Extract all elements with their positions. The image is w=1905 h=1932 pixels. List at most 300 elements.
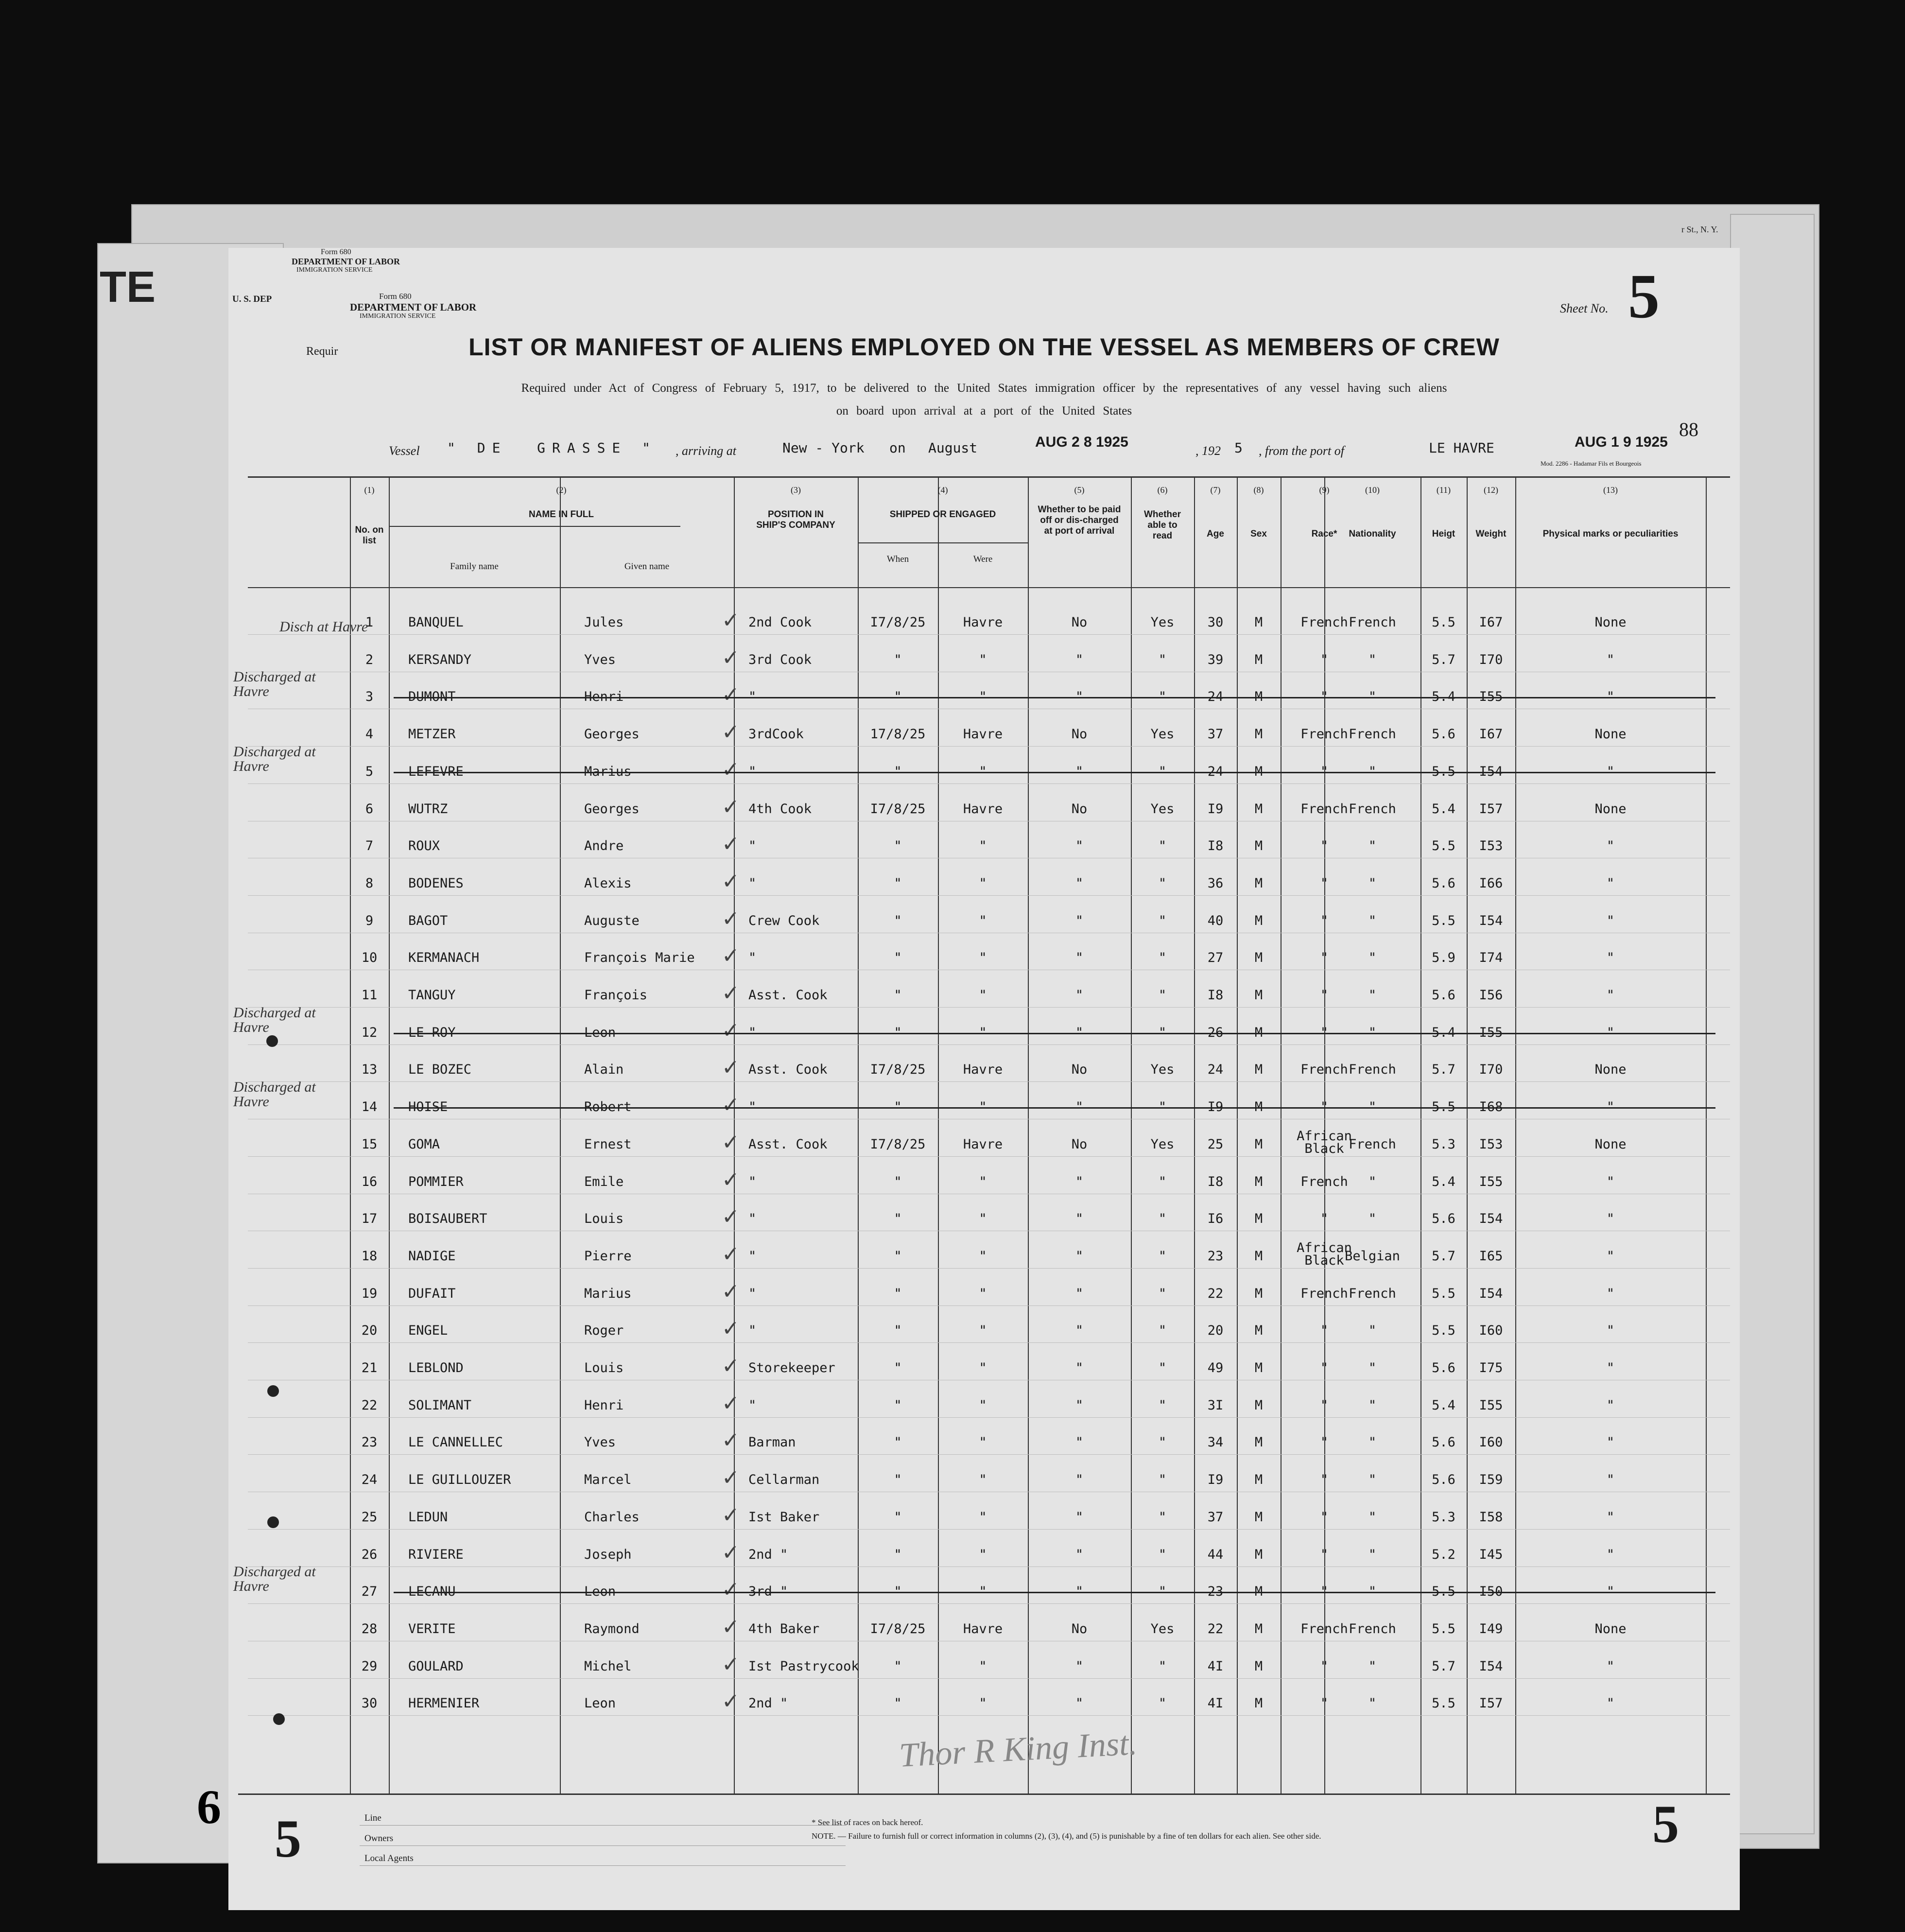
colnum-10: (10) (1365, 485, 1380, 495)
cell-position: Asst. Cook (748, 1062, 828, 1078)
service-label: IMMIGRATION SERVICE (360, 313, 436, 320)
cell-sex: M (1254, 1062, 1263, 1078)
cell-marks: None (1594, 1062, 1627, 1078)
cell-read: " (1158, 913, 1167, 928)
cell-marks: " (1606, 1435, 1615, 1450)
cell-weight: I70 (1479, 1062, 1503, 1078)
cell-sex: M (1254, 801, 1263, 817)
footer-page-number-right: 5 (1652, 1794, 1679, 1854)
cell-age: I8 (1207, 838, 1224, 854)
cell-no: 25 (361, 1509, 378, 1525)
cell-nat: " (1368, 1509, 1377, 1525)
cell-height: 5.4 (1432, 689, 1455, 705)
cell-paid: " (1075, 764, 1084, 779)
header-position: POSITION IN SHIP'S COMPANY (756, 509, 835, 530)
cell-sex: M (1254, 1360, 1263, 1375)
cell-no: 15 (361, 1136, 378, 1152)
check-mark: ✓ (722, 1204, 740, 1230)
cell-paid: " (1075, 1696, 1084, 1711)
strike-through (394, 1033, 1715, 1034)
cell-marks: " (1606, 652, 1615, 667)
cell-marks: None (1594, 727, 1627, 742)
cell-weight: I54 (1479, 764, 1503, 779)
check-mark: ✓ (722, 943, 740, 969)
cell-nat: " (1368, 1658, 1377, 1674)
cell-sex: M (1254, 764, 1263, 779)
cell-where: " (979, 838, 987, 854)
check-mark: ✓ (722, 1652, 740, 1677)
cell-weight: I54 (1479, 1286, 1503, 1301)
cell-no: 16 (361, 1174, 378, 1189)
cell-age: 37 (1207, 727, 1224, 742)
cell-family: LEDUN (408, 1509, 448, 1525)
margin-note: Discharged at Havre (233, 1079, 316, 1110)
underlying-title-fragment: TE (100, 263, 156, 312)
cell-given: Georges (584, 727, 640, 742)
cell-position: " (748, 875, 757, 891)
cell-paid: " (1075, 1472, 1084, 1488)
cell-when: " (894, 1472, 902, 1488)
cell-race: " (1320, 1509, 1329, 1525)
cell-nat: French (1349, 1286, 1396, 1301)
cell-marks: " (1606, 1547, 1615, 1562)
cell-marks: " (1606, 875, 1615, 891)
cell-age: 22 (1207, 1286, 1224, 1301)
cell-read: " (1158, 1286, 1167, 1301)
cell-marks: " (1606, 1658, 1615, 1674)
cell-sex: M (1254, 1547, 1263, 1562)
check-mark: ✓ (722, 1354, 740, 1378)
cell-where: " (979, 1584, 987, 1600)
cell-given: François Marie (584, 950, 695, 966)
cell-when: I7/8/25 (870, 801, 926, 817)
check-mark: ✓ (722, 1279, 740, 1304)
cell-read: " (1158, 652, 1167, 667)
check-mark: ✓ (722, 1614, 740, 1639)
year-prefix: , 192 (1195, 444, 1221, 458)
colnum-11: (11) (1436, 485, 1451, 495)
cell-height: 5.5 (1432, 1323, 1455, 1339)
cell-read: Yes (1150, 727, 1175, 742)
margin-note: Discharged at Havre (233, 1564, 316, 1595)
cell-read: " (1158, 689, 1167, 705)
cell-read: " (1158, 950, 1167, 966)
punch-hole (267, 1385, 279, 1397)
cell-height: 5.7 (1432, 652, 1455, 667)
from-port-label: , from the port of (1259, 444, 1344, 458)
check-mark: ✓ (722, 794, 740, 819)
cell-position: 2nd " (748, 1696, 788, 1711)
cell-marks: " (1606, 1360, 1615, 1375)
cell-given: Yves (584, 1435, 616, 1450)
cell-paid: No (1071, 1062, 1088, 1078)
cell-position: 4th Cook (748, 801, 812, 817)
cell-family: LEFEVRE (408, 764, 464, 779)
cell-race: " (1320, 1472, 1329, 1488)
cell-paid: " (1075, 950, 1084, 966)
strike-through (394, 1107, 1715, 1109)
cell-age: 49 (1207, 1360, 1224, 1375)
cell-read: " (1158, 1360, 1167, 1375)
cell-height: 5.2 (1432, 1547, 1455, 1562)
colnum-6: (6) (1157, 485, 1168, 495)
cell-sex: M (1254, 1174, 1263, 1189)
punch-hole (266, 1035, 278, 1047)
cell-where: " (979, 1174, 987, 1189)
cell-position: Ist Baker (748, 1509, 820, 1525)
cell-sex: M (1254, 1621, 1263, 1636)
cell-marks: None (1594, 801, 1627, 817)
header-sex: Sex (1250, 529, 1267, 539)
cell-given: Louis (584, 1211, 624, 1227)
cell-race: " (1320, 764, 1329, 779)
cell-position: " (748, 1323, 757, 1339)
cell-weight: I57 (1479, 1696, 1503, 1711)
cell-race: " (1320, 1658, 1329, 1674)
cell-height: 5.7 (1432, 1248, 1455, 1264)
colnum-9: (9) (1319, 485, 1330, 495)
cell-nat: " (1368, 1174, 1377, 1189)
cell-no: 13 (361, 1062, 378, 1078)
cell-family: BANQUEL (408, 615, 464, 630)
cell-age: 24 (1207, 689, 1224, 705)
cell-where: " (979, 1099, 987, 1115)
cell-when: " (894, 1547, 902, 1562)
cell-family: RIVIERE (408, 1547, 464, 1562)
cell-given: Andre (584, 838, 624, 854)
cell-no: 27 (361, 1584, 378, 1600)
check-mark: ✓ (722, 1018, 740, 1043)
check-mark: ✓ (722, 1428, 740, 1453)
sheet-label: Sheet No. (1560, 301, 1609, 315)
cell-height: 5.3 (1432, 1509, 1455, 1525)
arrival-stamp: AUG 2 8 1925 (1035, 434, 1128, 450)
cell-paid: " (1075, 1323, 1084, 1339)
cell-read: " (1158, 838, 1167, 854)
cell-height: 5.3 (1432, 1136, 1455, 1152)
cell-weight: I65 (1479, 1248, 1503, 1264)
cell-weight: I45 (1479, 1547, 1503, 1562)
check-mark: ✓ (722, 682, 740, 708)
cell-nat: French (1349, 801, 1396, 817)
cell-sex: M (1254, 727, 1263, 742)
cell-sex: M (1254, 950, 1263, 966)
cell-given: Raymond (584, 1621, 640, 1636)
cell-where: " (979, 1509, 987, 1525)
cell-marks: " (1606, 764, 1615, 779)
cell-height: 5.5 (1432, 1696, 1455, 1711)
page-title: LIST OR MANIFEST OF ALIENS EMPLOYED ON THE VESSEL AS MEMBERS OF CREW (468, 333, 1500, 361)
cell-where: " (979, 1025, 987, 1040)
cell-position: " (748, 689, 757, 705)
vessel-label: Vessel (389, 444, 420, 458)
cell-age: I8 (1207, 1174, 1224, 1189)
cell-paid: " (1075, 1211, 1084, 1227)
dept-label: DEPARTMENT OF LABOR (350, 301, 477, 313)
arriving-date: August (928, 440, 978, 456)
cell-marks: " (1606, 689, 1615, 705)
margin-note: Disch at Havre (279, 619, 368, 635)
cell-paid: " (1075, 1286, 1084, 1301)
colnum-8: (8) (1253, 485, 1264, 495)
check-mark: ✓ (722, 1241, 740, 1267)
under-dept-label: DEPARTMENT OF LABOR (292, 257, 400, 266)
cell-no: 23 (361, 1435, 378, 1450)
header-marks: Physical marks or peculiarities (1542, 529, 1679, 539)
check-mark: ✓ (722, 1316, 740, 1341)
header-family-name: Family name (450, 561, 499, 572)
cell-race: " (1320, 913, 1329, 928)
cell-no: 21 (361, 1360, 378, 1375)
cell-position: " (748, 1099, 757, 1115)
cell-position: " (748, 1397, 757, 1413)
cell-race: French (1300, 1174, 1348, 1189)
cell-family: HOISE (408, 1099, 448, 1115)
cell-when: " (894, 1696, 902, 1711)
cell-race: " (1320, 1211, 1329, 1227)
cell-weight: I74 (1479, 950, 1503, 966)
vessel-line (389, 434, 1701, 459)
cell-position: Ist Pastrycook (748, 1658, 859, 1674)
cell-paid: " (1075, 875, 1084, 891)
cell-paid: No (1071, 727, 1088, 742)
cell-when: " (894, 838, 902, 854)
cell-no: 5 (365, 764, 374, 779)
cell-marks: " (1606, 1174, 1615, 1189)
header-nationality: Nationality (1349, 529, 1396, 539)
cell-no: 26 (361, 1547, 378, 1562)
cell-sex: M (1254, 1248, 1263, 1264)
cell-position: " (748, 1025, 757, 1040)
margin-note: Discharged at Havre (233, 743, 316, 774)
cell-given: Leon (584, 1025, 616, 1040)
cell-paid: No (1071, 801, 1088, 817)
cell-family: SOLIMANT (408, 1397, 472, 1413)
cell-family: LECANU (408, 1584, 456, 1600)
cell-sex: M (1254, 1509, 1263, 1525)
cell-given: Auguste (584, 913, 640, 928)
cell-no: 1 (365, 615, 374, 630)
cell-read: " (1158, 1658, 1167, 1674)
cell-family: ENGEL (408, 1323, 448, 1339)
cell-position: " (748, 764, 757, 779)
cell-no: 6 (365, 801, 374, 817)
cell-where: Havre (963, 801, 1003, 817)
colnum-2: (2) (556, 485, 567, 495)
cell-position: 3rdCook (748, 727, 804, 742)
cell-where: " (979, 1696, 987, 1711)
cell-where: " (979, 1397, 987, 1413)
cell-where: " (979, 875, 987, 891)
colnum-4: (4) (937, 485, 948, 495)
cell-given: Yves (584, 652, 616, 667)
arriving-port: New - York (782, 440, 865, 456)
cell-when: " (894, 913, 902, 928)
cell-sex: M (1254, 1136, 1263, 1152)
cell-when: I7/8/25 (870, 1062, 926, 1078)
cell-nat: " (1368, 1397, 1377, 1413)
check-mark: ✓ (722, 981, 740, 1006)
cell-weight: I68 (1479, 1099, 1503, 1115)
cell-read: " (1158, 1323, 1167, 1339)
cell-family: LE CANNELLEC (408, 1435, 503, 1450)
cell-family: BAGOT (408, 913, 448, 928)
cell-paid: " (1075, 988, 1084, 1003)
cell-age: 27 (1207, 950, 1224, 966)
cell-marks: " (1606, 1509, 1615, 1525)
cell-age: I9 (1207, 1472, 1224, 1488)
cell-marks: " (1606, 1025, 1615, 1040)
cell-given: Louis (584, 1360, 624, 1375)
cell-race: " (1320, 875, 1329, 891)
cell-family: BODENES (408, 875, 464, 891)
cell-age: I8 (1207, 988, 1224, 1003)
cell-age: 37 (1207, 1509, 1224, 1525)
cell-read: " (1158, 1248, 1167, 1264)
under-service-label: IMMIGRATION SERVICE (296, 266, 373, 274)
footer-owners-label: Owners (364, 1833, 394, 1844)
cell-where: " (979, 988, 987, 1003)
cell-position: 2nd " (748, 1547, 788, 1562)
cell-read: Yes (1150, 801, 1175, 817)
cell-paid: " (1075, 1584, 1084, 1600)
underlying-required-fragment: Requir (306, 345, 338, 358)
cell-no: 4 (365, 727, 374, 742)
header-no-on-list: No. on list (355, 525, 384, 546)
cell-when: " (894, 1435, 902, 1450)
manifest-sheet (228, 248, 1740, 1910)
cell-position: " (748, 1286, 757, 1301)
cell-given: Georges (584, 801, 640, 817)
cell-family: KERMANACH (408, 950, 480, 966)
cell-race: African Black (1297, 1240, 1352, 1268)
cell-family: POMMIER (408, 1174, 464, 1189)
cell-race: " (1320, 950, 1329, 966)
cell-family: DUMONT (408, 689, 456, 705)
cell-where: Havre (963, 727, 1003, 742)
cell-sex: M (1254, 1435, 1263, 1450)
punch-hole (267, 1516, 279, 1528)
vessel-name: " DE GRASSE " (447, 440, 658, 456)
cell-nat: " (1368, 1547, 1377, 1562)
cell-height: 5.5 (1432, 913, 1455, 928)
cell-when: I7/8/25 (870, 615, 926, 630)
cell-marks: " (1606, 988, 1615, 1003)
cell-weight: I53 (1479, 838, 1503, 854)
cell-nat: " (1368, 1323, 1377, 1339)
cell-age: 44 (1207, 1547, 1224, 1562)
cell-race: " (1320, 1584, 1329, 1600)
cell-family: LE ROY (408, 1025, 456, 1040)
cell-height: 5.4 (1432, 801, 1455, 817)
header-age: Age (1207, 529, 1224, 539)
cell-nat: " (1368, 1472, 1377, 1488)
cell-family: BOISAUBERT (408, 1211, 487, 1227)
cell-sex: M (1254, 615, 1263, 630)
cell-given: Roger (584, 1323, 624, 1339)
cell-where: Havre (963, 1136, 1003, 1152)
header-height: Heigt (1432, 529, 1455, 539)
cell-race: " (1320, 1397, 1329, 1413)
cell-weight: I53 (1479, 1136, 1503, 1152)
cell-race: " (1320, 1360, 1329, 1375)
cell-marks: " (1606, 950, 1615, 966)
cell-when: " (894, 1286, 902, 1301)
cell-race: " (1320, 1323, 1329, 1339)
cell-sex: M (1254, 1658, 1263, 1674)
cell-family: NADIGE (408, 1248, 456, 1264)
cell-family: METZER (408, 727, 456, 742)
cell-family: KERSANDY (408, 652, 472, 667)
cell-paid: No (1071, 615, 1088, 630)
cell-age: 20 (1207, 1323, 1224, 1339)
cell-paid: " (1075, 1435, 1084, 1450)
cell-paid: " (1075, 1174, 1084, 1189)
cell-height: 5.4 (1432, 1174, 1455, 1189)
cell-where: " (979, 1658, 987, 1674)
cell-given: Leon (584, 1584, 616, 1600)
colnum-13: (13) (1603, 485, 1618, 495)
cell-given: Robert (584, 1099, 632, 1115)
cell-no: 29 (361, 1658, 378, 1674)
cell-read: " (1158, 1211, 1167, 1227)
cell-race: French (1300, 801, 1348, 817)
cell-paid: No (1071, 1136, 1088, 1152)
cell-nat: " (1368, 1099, 1377, 1115)
cell-paid: " (1075, 1397, 1084, 1413)
cell-nat: " (1368, 1584, 1377, 1600)
cell-no: 18 (361, 1248, 378, 1264)
cell-when: I7/8/25 (870, 1136, 926, 1152)
cell-weight: I55 (1479, 689, 1503, 705)
cell-age: 26 (1207, 1025, 1224, 1040)
cell-age: 34 (1207, 1435, 1224, 1450)
cell-position: Barman (748, 1435, 796, 1450)
cell-race: French (1300, 615, 1348, 630)
cell-paid: " (1075, 838, 1084, 854)
cell-when: " (894, 1211, 902, 1227)
header-name-in-full: NAME IN FULL (528, 509, 594, 520)
cell-position: " (748, 1211, 757, 1227)
cell-when: " (894, 950, 902, 966)
cell-paid: " (1075, 913, 1084, 928)
cell-race: " (1320, 1099, 1329, 1115)
cell-when: " (894, 1509, 902, 1525)
check-mark: ✓ (722, 869, 740, 894)
cell-sex: M (1254, 1099, 1263, 1115)
cell-race: " (1320, 988, 1329, 1003)
cell-given: Marius (584, 1286, 632, 1301)
cell-age: 25 (1207, 1136, 1224, 1152)
cell-nat: Belgian (1345, 1248, 1400, 1264)
check-mark: ✓ (722, 1130, 740, 1155)
cell-read: " (1158, 764, 1167, 779)
cell-sex: M (1254, 1696, 1263, 1711)
cell-nat: French (1349, 1621, 1396, 1636)
strike-through (394, 1592, 1715, 1593)
cell-age: I9 (1207, 801, 1224, 817)
cell-read: Yes (1150, 1062, 1175, 1078)
cell-position: " (748, 838, 757, 854)
cell-given: Alain (584, 1062, 624, 1078)
cell-height: 5.6 (1432, 875, 1455, 891)
cell-weight: I50 (1479, 1584, 1503, 1600)
cell-no: 3 (365, 689, 374, 705)
crew-table (248, 476, 1730, 1793)
cell-marks: " (1606, 1099, 1615, 1115)
cell-read: " (1158, 1696, 1167, 1711)
cell-age: 3I (1207, 1397, 1224, 1413)
